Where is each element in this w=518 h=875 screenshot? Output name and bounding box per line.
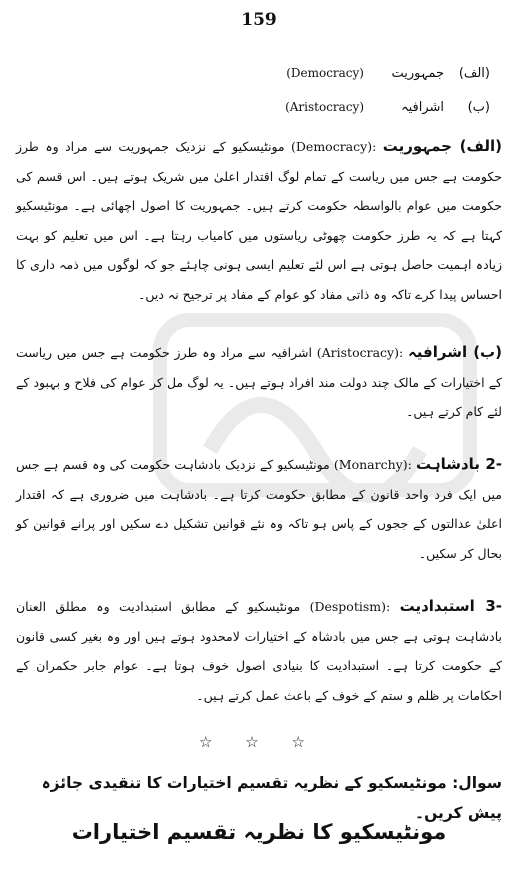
section-divider-stars: ☆ ☆ ☆ <box>199 733 319 751</box>
section-democracy <box>16 132 502 309</box>
section-monarchy <box>16 450 502 568</box>
list-term-english: (Democracy) <box>286 66 364 80</box>
section-heading-english: (Aristocracy): <box>316 345 404 360</box>
section-body: مونٹیسکیو کے نزدیک بادشاہت حکومت کی وہ قسم ہے جس میں ایک فرد واحد قانون کے مطابق حکومت کرتا ہے۔ بادشاہت میں ضروری ہے کہ اقتدار اعلیٰ عدالتوں کے ججوں کے پاس ہو تاکہ وہ نئے قوانین تشکیل دے سکیں اور پرانے قوانین کو بحال کر سکیں۔ <box>16 457 502 561</box>
list-term: جمہوریت <box>391 65 444 81</box>
section-heading-english: (Despotism): <box>309 599 391 614</box>
types-list <box>250 56 490 124</box>
question-text: سوال: مونٹیسکیو کے نظریہ تقسیم اختیارات کا تنقیدی جائزہ پیش کریں۔ <box>41 774 502 822</box>
list-term-english: (Aristocracy) <box>285 100 364 114</box>
section-heading: -3 استبدادیت <box>399 597 502 615</box>
section-heading-english: (Democracy): <box>291 139 377 154</box>
section-heading-english: (Monarchy): <box>333 457 412 472</box>
section-body: مونٹیسکیو کے مطابق استبدادیت وہ مطلق العنان بادشاہت ہوتی ہے جس میں بادشاہ کے اختیارات لامحدود ہوتے ہیں اور وہ بغیر کسی قانون کے حکومت کرتا ہے۔ استبدادیت کا بنیادی اصول خوف ہوتا ہے۔ عوام جابر حکمران کے احکامات پر ظلم و ستم کے خوف کے باعث عمل کرتے ہیں۔ <box>16 599 502 703</box>
section-heading: (الف) جمہوریت <box>382 137 502 155</box>
list-item <box>250 90 490 124</box>
section-body: اشرافیہ سے مراد وہ طرز حکومت ہے جس میں ریاست کے اختیارات کے مالک چند دولت مند افراد ہوتے ہیں۔ یہ لوگ مل کر عوام کی فلاح و بہبود کے لئے کام کرتے ہیں۔ <box>16 345 502 419</box>
chapter-title: مونٹیسکیو کا نظریہ تقسیم اختیارات <box>71 820 447 844</box>
list-marker: (الف) <box>458 65 490 81</box>
section-heading: -2 بادشاہت <box>415 455 502 473</box>
list-term: اشرافیہ <box>400 99 444 115</box>
list-item <box>250 56 490 90</box>
section-body: مونٹیسکیو کے نزدیک جمہوریت سے مراد وہ طرز حکومت ہے جس میں ریاست کے تمام لوگ اقتدار اعلیٰ میں شریک ہوتے ہیں۔ اس قسم کی حکومت میں عوام بالواسطہ حکومت کرتے ہیں۔ جمہوریت کا اصول اچھائی ہے۔ مونٹیسکیو کہتا ہے کہ یہ طرز حکومت چھوٹی ریاستوں میں کامیاب رہتا ہے۔ اس میں تعلیم کو بہت زیادہ اہمیت حاصل ہوتی ہے اس لئے تعلیم ایسی ہونی چاہئے جو کہ لوگوں میں ذمہ داری کا احساس پیدا کرے تاکہ وہ ذاتی مفاد کو عوام کے مفاد پر ترجیح نہ دیں۔ <box>16 139 502 302</box>
section-aristocracy <box>16 338 502 427</box>
page-number: 159 <box>241 10 277 30</box>
section-heading: (ب) اشرافیہ <box>408 343 502 361</box>
list-marker: (ب) <box>467 99 490 115</box>
section-despotism <box>16 592 502 710</box>
